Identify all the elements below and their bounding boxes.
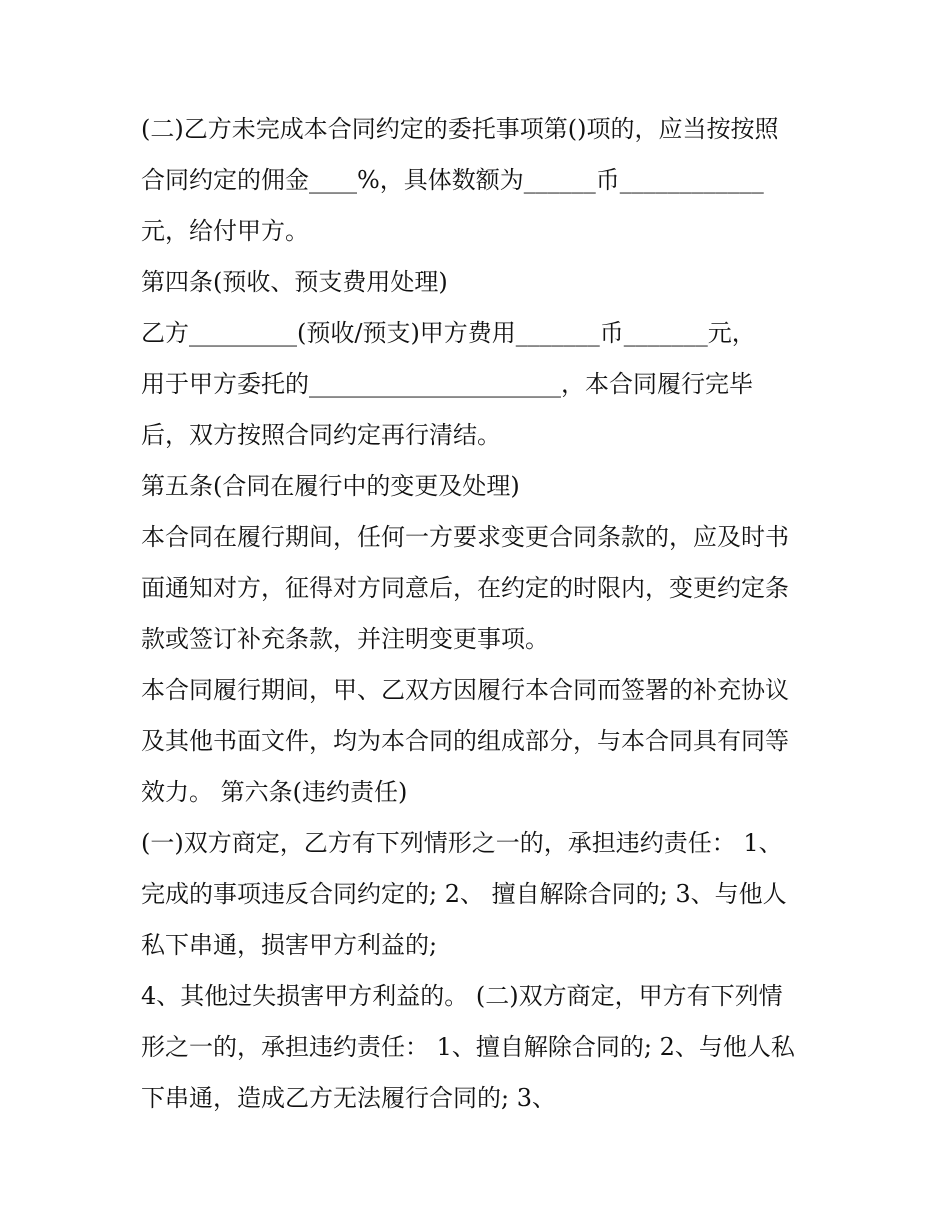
section-heading: 第五条(合同在履行中的变更及处理) (141, 472, 520, 500)
text-line: (一)双方商定，乙方有下列情形之一的，承担违约责任： 1、 (141, 829, 783, 857)
text-line: 本合同履行期间，甲、乙双方因履行本合同而签署的补充协议 (141, 676, 789, 704)
text-line: 完成的事项违反合同约定的; 2、 擅自解除合同的; 3、与他人 (141, 880, 787, 908)
text-line: (二)乙方未完成本合同约定的委托事项第()项的，应当按按照 (141, 115, 779, 143)
text-line: 合同约定的佣金____%，具体数额为______币____________ (141, 166, 764, 194)
text-line: 及其他书面文件，均为本合同的组成部分，与本合同具有同等 (141, 727, 789, 755)
text-line: 私下串通，损害甲方利益的; (141, 931, 438, 959)
section-heading: 第四条(预收、预支费用处理) (141, 268, 448, 296)
text-line: 款或签订补充条款，并注明变更事项。 (141, 625, 549, 653)
text-line: 形之一的，承担违约责任： 1、擅自解除合同的; 2、与他人私 (141, 1033, 795, 1061)
text-line: 效力。 第六条(违约责任) (141, 778, 408, 806)
text-line: 乙方_________(预收/预支)甲方费用_______币_______元， (141, 319, 756, 347)
text-line: 后，双方按照合同约定再行清结。 (141, 421, 501, 449)
text-line: 用于甲方委托的_____________________，本合同履行完毕 (141, 370, 753, 398)
text-line: 本合同在履行期间，任何一方要求变更合同条款的，应及时书 (141, 523, 789, 551)
text-line: 4、其他过失损害甲方利益的。 (二)双方商定，甲方有下列情 (141, 982, 783, 1010)
text-line: 元，给付甲方。 (141, 217, 309, 245)
text-line: 面通知对方，征得对方同意后，在约定的时限内，变更约定条 (141, 574, 789, 602)
text-line: 下串通，造成乙方无法履行合同的; 3、 (141, 1084, 556, 1112)
